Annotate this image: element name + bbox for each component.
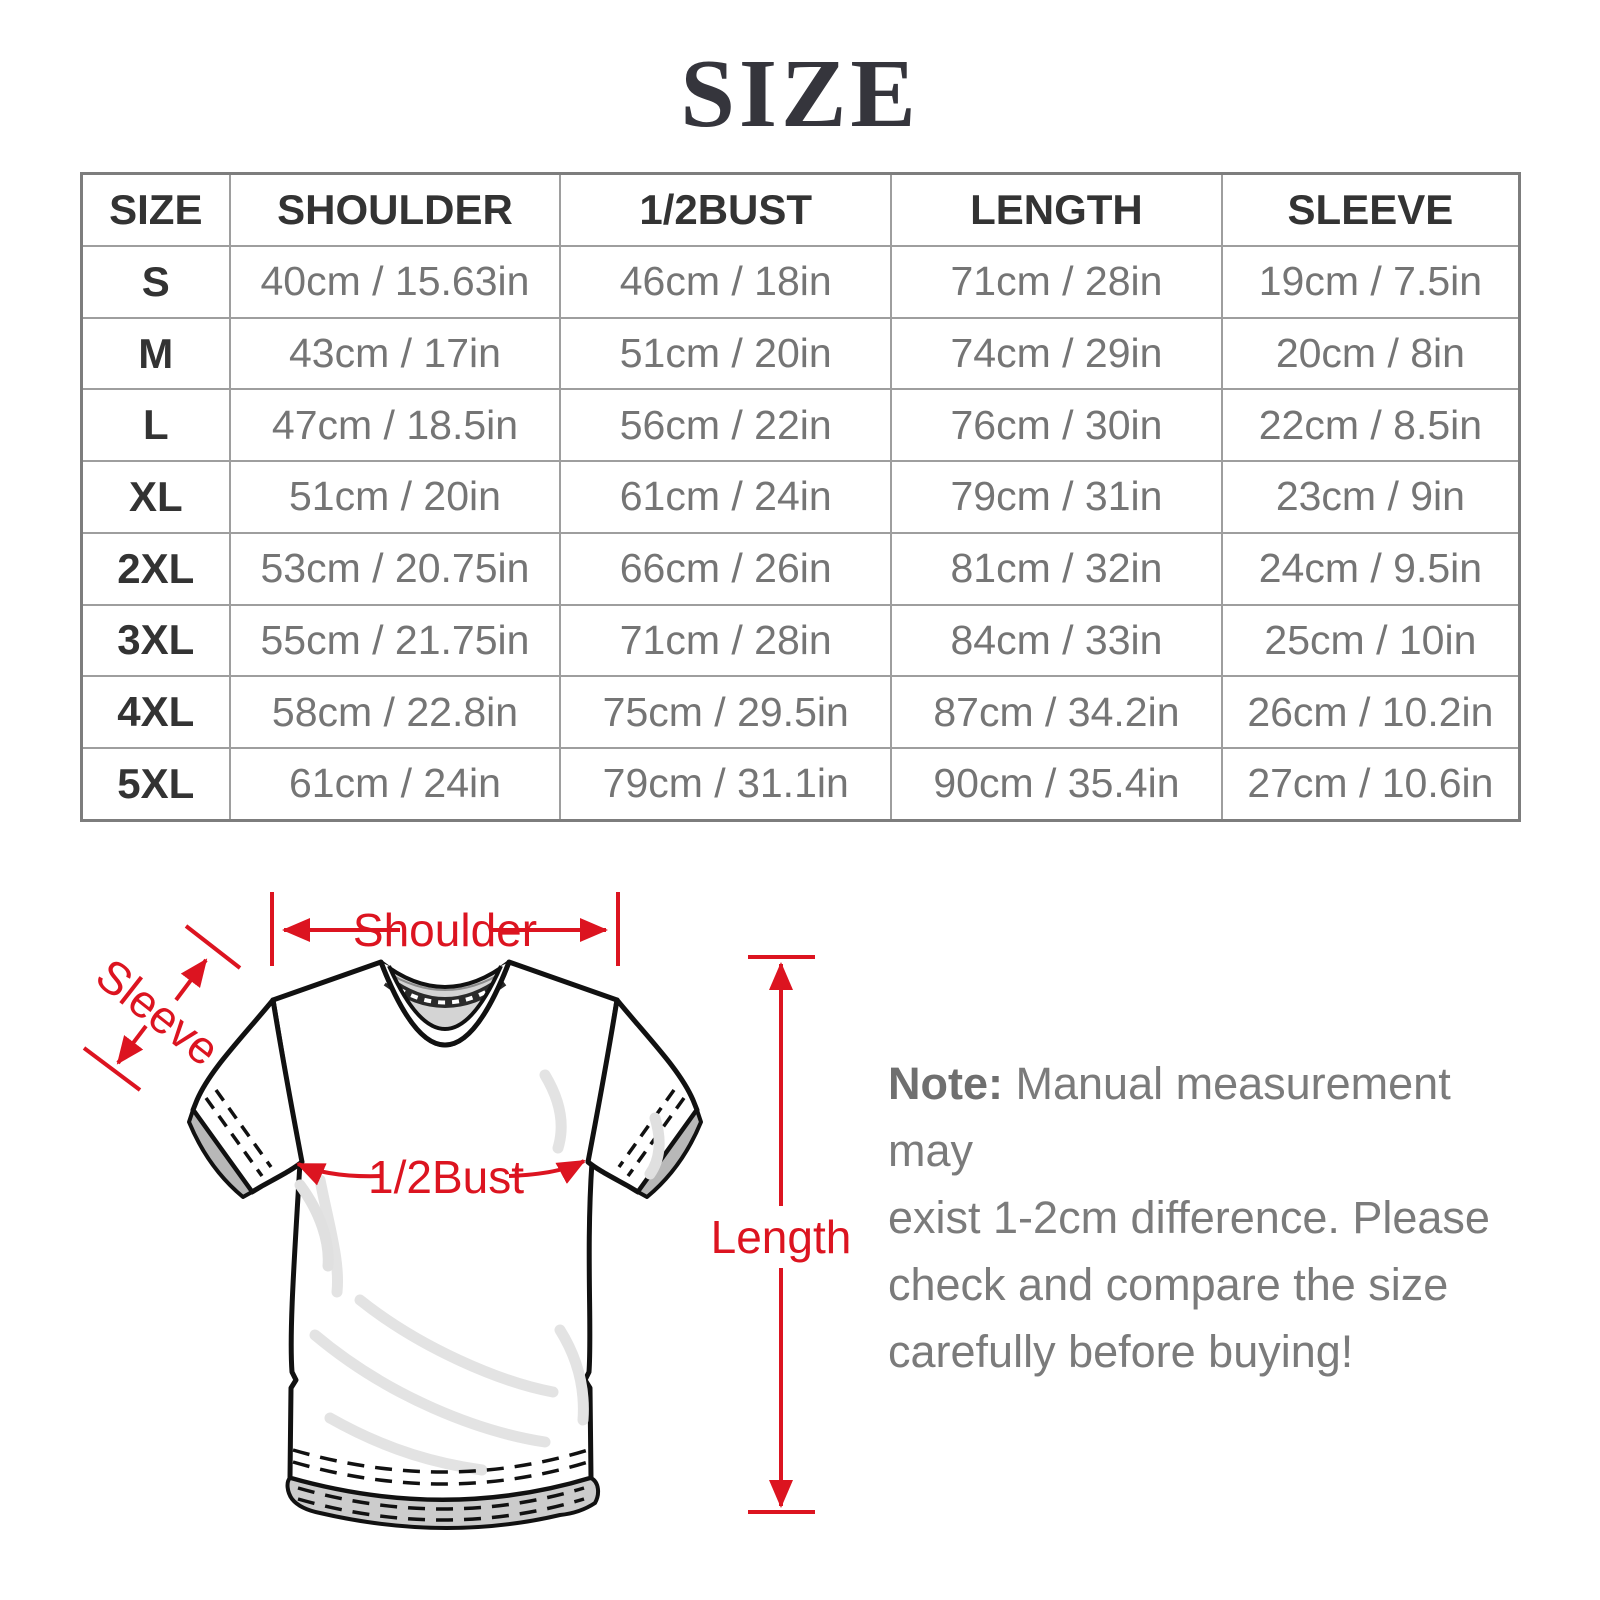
note-text: Manual measurement may [888,1058,1451,1176]
cell-shoulder: 53cm / 20.75in [230,533,561,605]
cell-length: 87cm / 34.2in [891,676,1222,748]
cell-length: 71cm / 28in [891,246,1222,318]
header-bust: 1/2BUST [560,174,891,246]
cell-length: 79cm / 31in [891,461,1222,533]
cell-sleeve: 23cm / 9in [1222,461,1520,533]
tshirt-illustration [189,962,701,1528]
note-line: check and compare the size [888,1259,1449,1310]
row-size-label: 5XL [82,748,230,821]
cell-bust: 56cm / 22in [560,389,891,461]
length-label: Length [710,1211,852,1263]
note-line [888,1050,1528,1184]
cell-bust: 71cm / 28in [560,605,891,677]
cell-bust: 79cm / 31.1in [560,748,891,821]
cell-shoulder: 47cm / 18.5in [230,389,561,461]
header-shoulder: SHOULDER [230,174,561,246]
note-label: Note: [888,1058,1003,1109]
cell-sleeve: 19cm / 7.5in [1222,246,1520,318]
cell-bust: 66cm / 26in [560,533,891,605]
row-size-label: M [82,318,230,390]
note-line: exist 1-2cm difference. Please [888,1192,1490,1243]
header-sleeve: SLEEVE [1222,174,1520,246]
page-title: SIZE [680,40,920,148]
sleeve-label: Sleeve [86,948,230,1076]
cell-shoulder: 43cm / 17in [230,318,561,390]
cell-bust: 61cm / 24in [560,461,891,533]
row-size-label: 3XL [82,605,230,677]
cell-shoulder: 55cm / 21.75in [230,605,561,677]
cell-sleeve: 27cm / 10.6in [1222,748,1520,821]
cell-bust: 46cm / 18in [560,246,891,318]
cell-sleeve: 24cm / 9.5in [1222,533,1520,605]
cell-bust: 51cm / 20in [560,318,891,390]
cell-shoulder: 58cm / 22.8in [230,676,561,748]
cell-length: 76cm / 30in [891,389,1222,461]
cell-sleeve: 20cm / 8in [1222,318,1520,390]
header-size: SIZE [82,174,230,246]
row-size-label: 4XL [82,676,230,748]
note-line: carefully before buying! [888,1326,1354,1377]
cell-bust: 75cm / 29.5in [560,676,891,748]
cell-length: 84cm / 33in [891,605,1222,677]
row-size-label: L [82,389,230,461]
row-size-label: XL [82,461,230,533]
cell-shoulder: 61cm / 24in [230,748,561,821]
cell-shoulder: 40cm / 15.63in [230,246,561,318]
bust-label: 1/2Bust [368,1151,524,1203]
row-size-label: S [82,246,230,318]
cell-length: 74cm / 29in [891,318,1222,390]
row-size-label: 2XL [82,533,230,605]
cell-length: 90cm / 35.4in [891,748,1222,821]
cell-sleeve: 26cm / 10.2in [1222,676,1520,748]
note-block [888,1050,1528,1385]
cell-sleeve: 25cm / 10in [1222,605,1520,677]
header-length: LENGTH [891,174,1222,246]
cell-length: 81cm / 32in [891,533,1222,605]
cell-sleeve: 22cm / 8.5in [1222,389,1520,461]
shoulder-label: Shoulder [352,904,538,956]
cell-shoulder: 51cm / 20in [230,461,561,533]
